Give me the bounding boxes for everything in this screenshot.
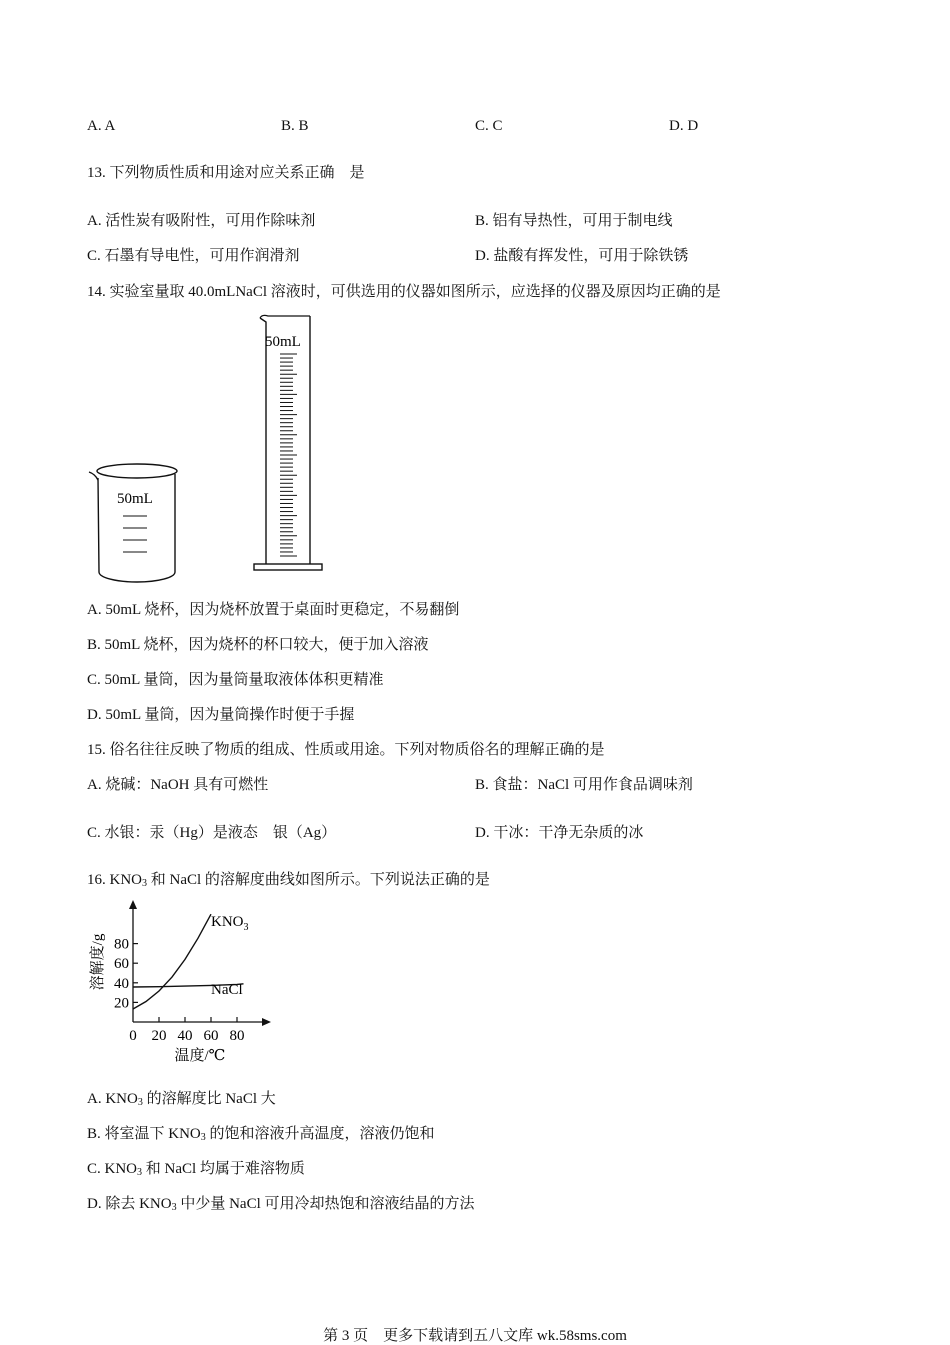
q14-stem: 14. 实验室量取 40.0mLNaCl 溶液时，可供选用的仪器如图所示，应选择的仪器及原因均正确的是 bbox=[87, 284, 721, 300]
q13-option-d: D. 盐酸有挥发性，可用于除铁锈 bbox=[475, 248, 689, 264]
page-footer: 第 3 页 更多下载请到五八文库 wk.58sms.com bbox=[323, 1328, 627, 1344]
q12-option-b: B. B bbox=[281, 118, 309, 134]
x-tick-label: 80 bbox=[229, 1028, 245, 1044]
q14-option-d: D. 50mL 量筒，因为量筒操作时便于手握 bbox=[87, 707, 355, 723]
q16-option-b: B. 将室温下 $KNO_3$ 的饱和溶液升高温度，溶液仍饱和 bbox=[87, 1126, 435, 1143]
x-tick-label: 40 bbox=[177, 1028, 193, 1044]
cylinder-label: 50mL bbox=[265, 334, 301, 350]
q15-stem: 15. 俗名往往反映了物质的组成、性质或用途。下列对物质俗名的理解正确的是 bbox=[87, 742, 605, 758]
q12-option-d: D. D bbox=[669, 118, 699, 134]
kno3-curve bbox=[133, 914, 211, 1009]
x-tick-label: 0 bbox=[129, 1028, 137, 1044]
q12-option-c: C. C bbox=[475, 118, 503, 134]
y-axis-label: 溶解度/g bbox=[90, 933, 106, 991]
y-tick-label: 40 bbox=[114, 975, 129, 992]
cylinder-graduations bbox=[280, 354, 297, 556]
y-tick-label: 20 bbox=[114, 995, 129, 1012]
legend-kno3: $KNO_3$ bbox=[211, 914, 249, 933]
q15-option-b: B. 食盐：NaCl 可用作食品调味剂 bbox=[475, 777, 693, 793]
x-tick-label: 20 bbox=[151, 1028, 167, 1044]
graduated-cylinder-figure bbox=[250, 312, 330, 580]
beaker-label: 50mL bbox=[117, 491, 153, 507]
q14-option-a: A. 50mL 烧杯，因为烧杯放置于桌面时更稳定，不易翻倒 bbox=[87, 602, 460, 618]
x-tick-label: 60 bbox=[203, 1028, 219, 1044]
q13-option-c: C. 石墨有导电性，可用作润滑剂 bbox=[87, 248, 300, 264]
y-axis-arrow bbox=[129, 900, 137, 909]
q16-stem: 16. $KNO_3$ 和 NaCl 的溶解度曲线如图所示。下列说法正确的是 bbox=[87, 872, 490, 889]
q15-option-a: A. 烧碱：NaOH 具有可燃性 bbox=[87, 777, 269, 793]
q13-stem: 13. 下列物质性质和用途对应关系正确 是 bbox=[87, 165, 365, 181]
q13-option-b: B. 铝有导热性，可用于制电线 bbox=[475, 213, 673, 229]
q13-option-a: A. 活性炭有吸附性，可用作除味剂 bbox=[87, 213, 316, 229]
q16-option-c: C. $KNO_3$ 和 NaCl 均属于难溶物质 bbox=[87, 1161, 305, 1178]
y-tick-label: 60 bbox=[114, 956, 129, 973]
q16-option-a: A. $KNO_3$ 的溶解度比 NaCl 大 bbox=[87, 1091, 276, 1108]
legend-nacl: NaCl bbox=[211, 982, 243, 998]
beaker-figure bbox=[85, 460, 185, 585]
x-axis-arrow bbox=[262, 1018, 271, 1026]
solubility-chart bbox=[85, 895, 285, 1070]
q14-option-b: B. 50mL 烧杯，因为烧杯的杯口较大，便于加入溶液 bbox=[87, 637, 429, 653]
q12-option-a: A. A bbox=[87, 118, 116, 134]
q14-option-c: C. 50mL 量筒，因为量筒量取液体体积更精准 bbox=[87, 672, 384, 688]
x-axis-label: 温度/℃ bbox=[174, 1048, 226, 1064]
q16-option-d: D. 除去 $KNO_3$ 中少量 NaCl 可用冷却热饱和溶液结晶的方法 bbox=[87, 1196, 475, 1213]
q15-option-c: C. 水银：汞（Hg）是液态 银（Ag） bbox=[87, 825, 337, 841]
q15-option-d: D. 干冰：干净无杂质的冰 bbox=[475, 825, 644, 841]
y-tick-label: 80 bbox=[114, 936, 129, 953]
